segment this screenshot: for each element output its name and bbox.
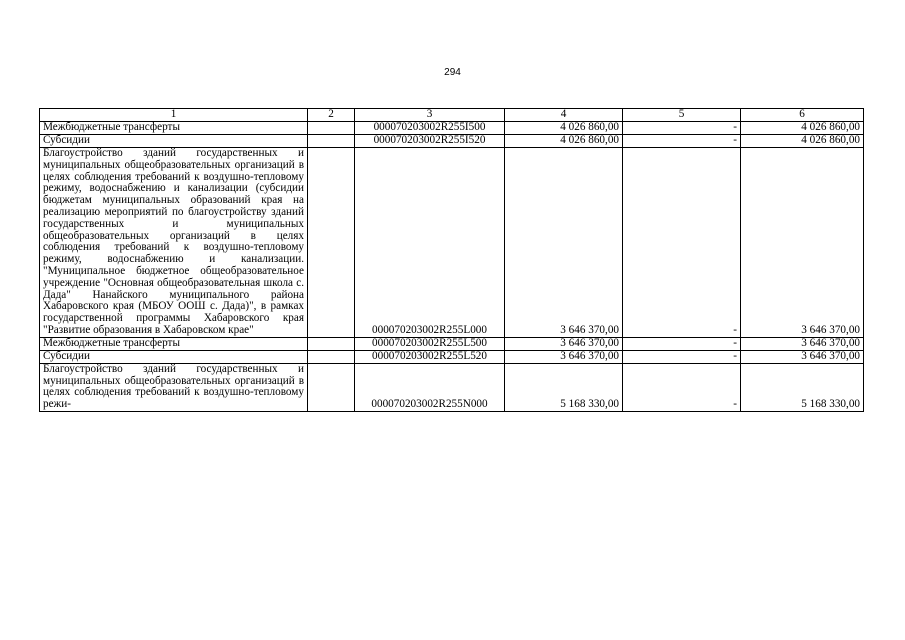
table-header-row xyxy=(40,109,864,122)
table-row xyxy=(40,337,864,350)
row-code: 000070203002R255N000 xyxy=(355,363,505,411)
row-amount-6: 4 026 860,00 xyxy=(741,135,864,148)
row-description: Субсидии xyxy=(40,135,308,148)
row-amount-5: - xyxy=(623,122,741,135)
row-description: Межбюджетные трансферты xyxy=(40,122,308,135)
table-row xyxy=(40,135,864,148)
row-col2 xyxy=(308,363,355,411)
row-amount-5: - xyxy=(623,363,741,411)
header-cell-3: 3 xyxy=(355,109,505,122)
header-cell-6: 6 xyxy=(741,109,864,122)
row-col2 xyxy=(308,135,355,148)
header-cell-1: 1 xyxy=(40,109,308,122)
table-row xyxy=(40,148,864,338)
row-amount-6: 5 168 330,00 xyxy=(741,363,864,411)
row-amount-4: 3 646 370,00 xyxy=(505,337,623,350)
row-amount-4: 4 026 860,00 xyxy=(505,135,623,148)
row-amount-5: - xyxy=(623,337,741,350)
row-amount-6: 3 646 370,00 xyxy=(741,350,864,363)
header-cell-4: 4 xyxy=(505,109,623,122)
row-description: Благоустройство зданий государственных и муниципальных общеобразовательных организаций в целях соблюдения требований к воздушно-тепловому режиму, водоснабжению и канализации (субсидии бюджетам муниципальных образований края на реализацию мероприятий по благоустройству зданий государственных и муниципальных общеобразовательных организаций в целях соблюдения требований к воздушно-тепловому режиму, водоснабжению и канализации. "Муниципальное бюджетное общеобразовательное учреждение "Основная общеобразовательная школа с. Дада" Нанайского муниципального района Хабаровского края (МБОУ ООШ с. Дада)", в рамках государственной программы Хабаровского края "Развитие образования в Хабаровском крае" xyxy=(40,148,308,338)
row-amount-4: 3 646 370,00 xyxy=(505,350,623,363)
row-amount-5: - xyxy=(623,350,741,363)
row-amount-5: - xyxy=(623,148,741,338)
row-col2 xyxy=(308,122,355,135)
row-amount-4: 4 026 860,00 xyxy=(505,122,623,135)
row-description: Благоустройство зданий государственных и муниципальных общеобразовательных организаций в целях соблюдения требований к воздушно-тепловому режи- xyxy=(40,363,308,411)
header-cell-2: 2 xyxy=(308,109,355,122)
row-amount-4: 3 646 370,00 xyxy=(505,148,623,338)
budget-table xyxy=(39,108,864,412)
row-col2 xyxy=(308,337,355,350)
row-col2 xyxy=(308,350,355,363)
row-amount-4: 5 168 330,00 xyxy=(505,363,623,411)
header-cell-5: 5 xyxy=(623,109,741,122)
row-description: Межбюджетные трансферты xyxy=(40,337,308,350)
row-description: Субсидии xyxy=(40,350,308,363)
table-row xyxy=(40,122,864,135)
row-col2 xyxy=(308,148,355,338)
row-code: 000070203002R255L000 xyxy=(355,148,505,338)
table-row xyxy=(40,350,864,363)
row-code: 000070203002R255I500 xyxy=(355,122,505,135)
page-number: 294 xyxy=(444,67,461,78)
row-code: 000070203002R255L520 xyxy=(355,350,505,363)
row-amount-6: 3 646 370,00 xyxy=(741,148,864,338)
row-amount-5: - xyxy=(623,135,741,148)
row-amount-6: 4 026 860,00 xyxy=(741,122,864,135)
row-amount-6: 3 646 370,00 xyxy=(741,337,864,350)
row-code: 000070203002R255L500 xyxy=(355,337,505,350)
table-row xyxy=(40,363,864,411)
row-code: 000070203002R255I520 xyxy=(355,135,505,148)
